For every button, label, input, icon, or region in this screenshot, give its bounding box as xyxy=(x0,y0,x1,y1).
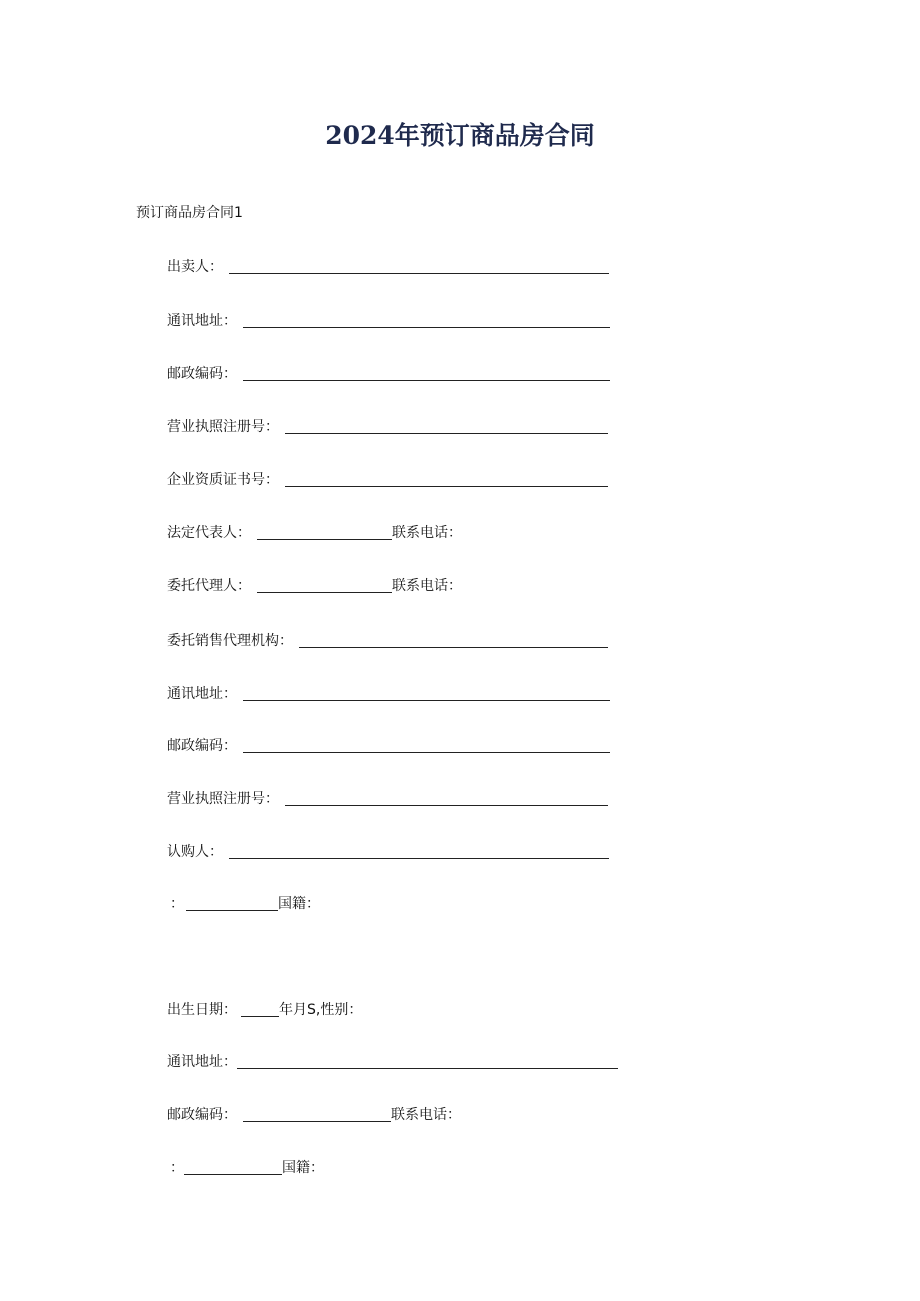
buyer-phone-label: 联系电话： xyxy=(391,1107,461,1123)
seller-address-row xyxy=(167,308,610,330)
qualification-label: 企业资质证书号： xyxy=(167,472,279,488)
agency-license-label: 营业执照注册号： xyxy=(167,791,279,807)
buyer-id-row xyxy=(170,891,320,913)
document-title: 2024年预订商品房合同 xyxy=(325,121,595,150)
seller-address-blank[interactable] xyxy=(243,311,610,328)
buyer-address-row xyxy=(167,1049,618,1071)
sales-agency-row xyxy=(167,628,608,650)
seller-row xyxy=(167,254,609,276)
buyer-id-blank[interactable] xyxy=(186,894,278,911)
seller-postcode-label: 邮政编码： xyxy=(167,366,237,382)
second-id-blank[interactable] xyxy=(184,1158,282,1175)
agency-postcode-row xyxy=(167,733,610,755)
legal-rep-phone-label: 联系电话： xyxy=(392,525,462,541)
legal-rep-row xyxy=(167,520,462,542)
birth-year-blank[interactable] xyxy=(241,1000,279,1017)
agency-postcode-blank[interactable] xyxy=(243,736,610,753)
legal-rep-label: 法定代表人： xyxy=(167,525,251,541)
seller-license-blank[interactable] xyxy=(285,417,608,434)
seller-license-label: 营业执照注册号： xyxy=(167,419,279,435)
second-id-row xyxy=(170,1155,324,1177)
buyer-postcode-blank[interactable] xyxy=(243,1105,391,1122)
qualification-blank[interactable] xyxy=(285,470,608,487)
seller-postcode-blank[interactable] xyxy=(243,364,610,381)
buyer-nationality-label: 国籍： xyxy=(278,896,320,912)
second-id-label: ： xyxy=(170,1160,184,1176)
birth-date-row xyxy=(167,997,362,1019)
buyer-row xyxy=(167,839,609,861)
buyer-address-blank[interactable] xyxy=(237,1052,618,1069)
buyer-label: 认购人： xyxy=(167,844,223,860)
agency-license-row xyxy=(167,786,608,808)
birth-date-suffix: 年月S,性别： xyxy=(279,1002,363,1018)
seller-label: 出卖人： xyxy=(167,259,223,275)
agency-license-blank[interactable] xyxy=(285,789,608,806)
seller-postcode-row xyxy=(167,361,610,383)
agency-address-blank[interactable] xyxy=(243,684,610,701)
agency-postcode-label: 邮政编码： xyxy=(167,738,237,754)
section-heading: 预订商品房合同1 xyxy=(136,205,243,221)
legal-rep-blank[interactable] xyxy=(257,523,392,540)
buyer-id-label: ： xyxy=(170,896,184,912)
seller-license-row xyxy=(167,414,608,436)
agency-address-row xyxy=(167,681,610,703)
agency-address-label: 通讯地址： xyxy=(167,686,237,702)
sales-agency-label: 委托销售代理机构： xyxy=(167,633,293,649)
birth-date-label: 出生日期： xyxy=(167,1002,237,1018)
seller-blank[interactable] xyxy=(229,257,609,274)
agent-blank[interactable] xyxy=(257,576,392,593)
qualification-row xyxy=(167,467,608,489)
second-nationality-label: 国籍： xyxy=(282,1160,324,1176)
agent-phone-label: 联系电话： xyxy=(392,578,462,594)
sales-agency-blank[interactable] xyxy=(299,631,608,648)
buyer-blank[interactable] xyxy=(229,842,609,859)
buyer-postcode-label: 邮政编码： xyxy=(167,1107,237,1123)
buyer-postcode-row xyxy=(167,1102,461,1124)
seller-address-label: 通讯地址： xyxy=(167,313,237,329)
agent-row xyxy=(167,573,462,595)
buyer-address-label: 通讯地址： xyxy=(167,1054,237,1070)
agent-label: 委托代理人： xyxy=(167,578,251,594)
